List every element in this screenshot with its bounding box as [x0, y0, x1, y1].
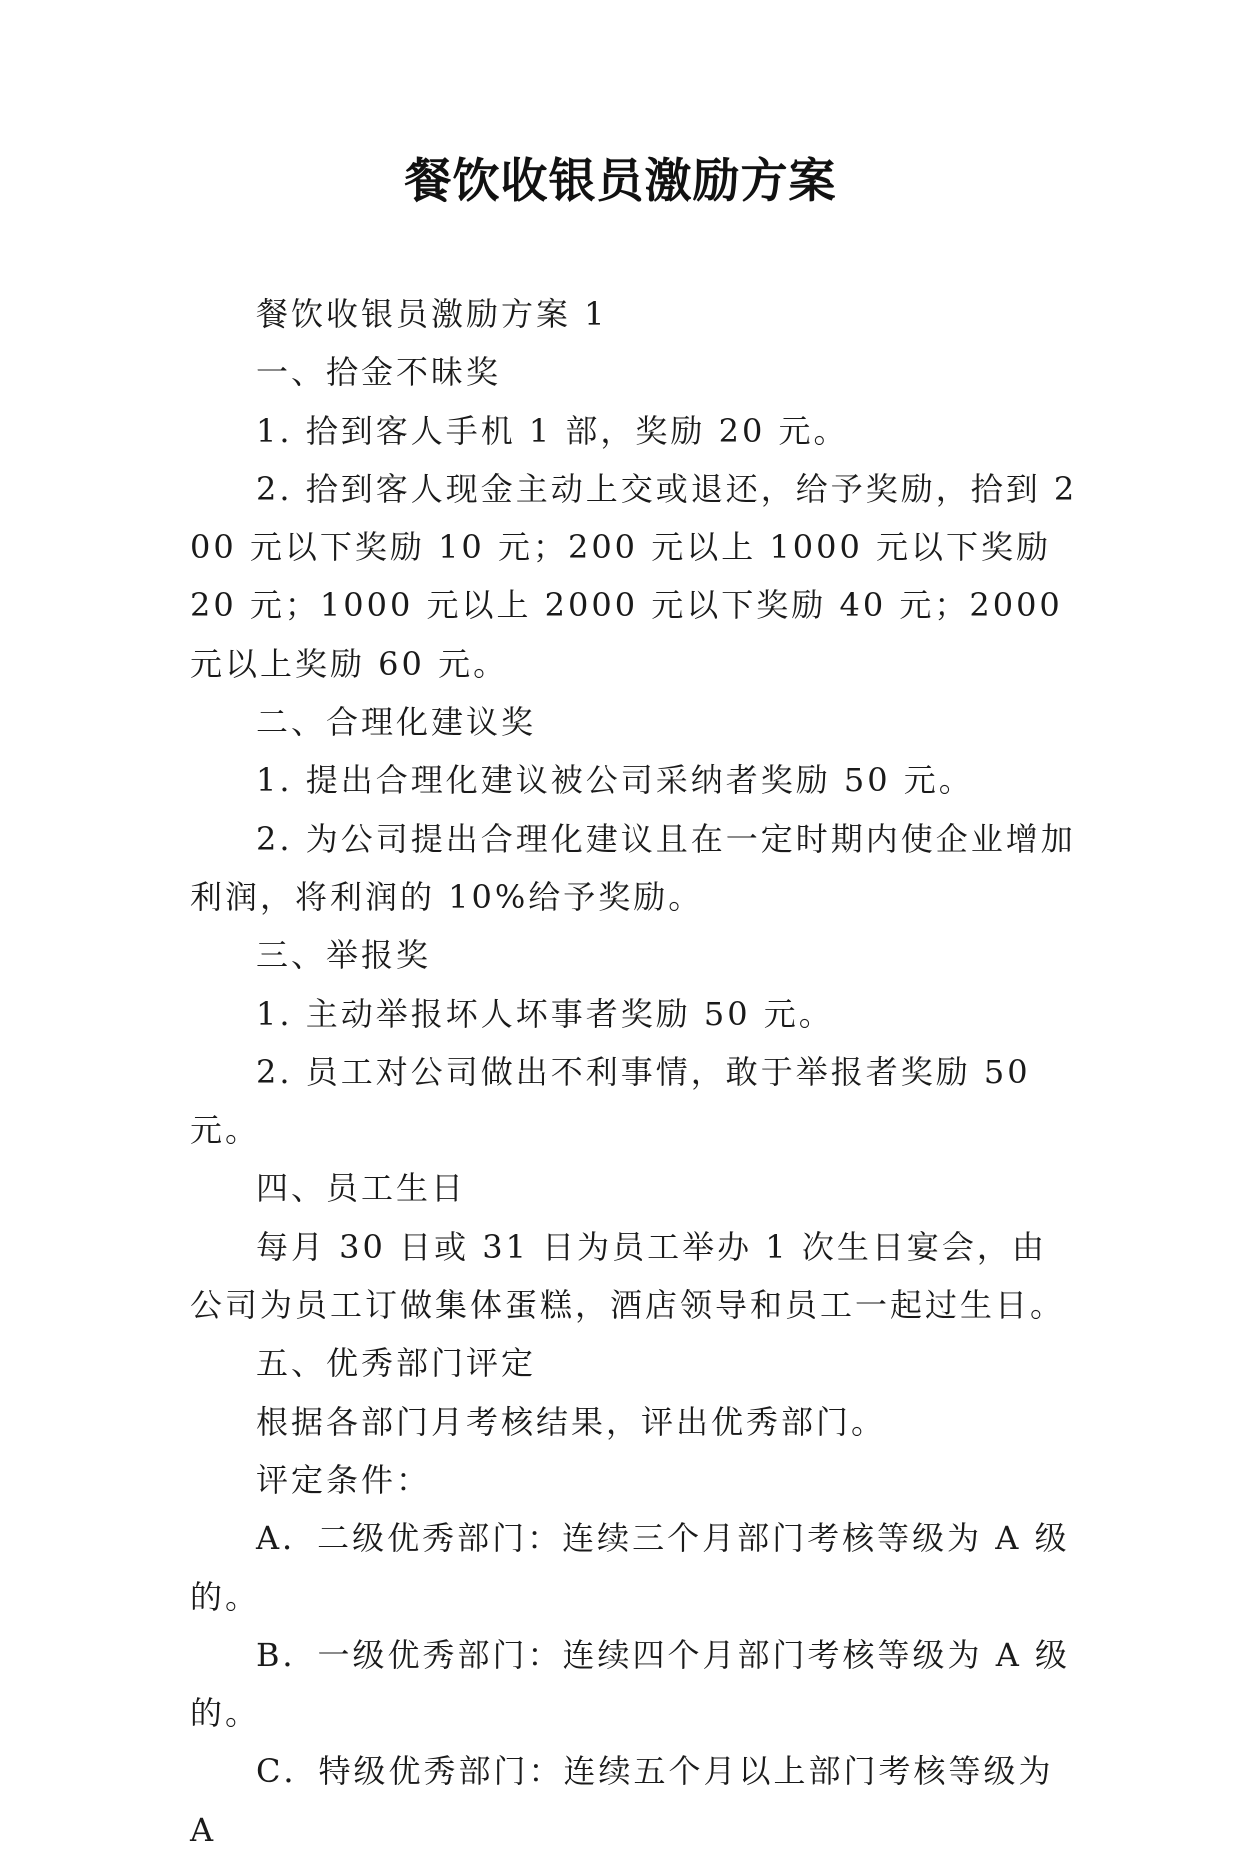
paragraph-condition-b: B．一级优秀部门：连续四个月部门考核等级为 A 级的。 — [190, 1635, 1070, 1733]
section-heading-report-award: 三、举报奖 — [256, 936, 432, 975]
section-heading-plan-1: 餐饮收银员激励方案 1 — [256, 295, 608, 333]
section-heading-honesty-award: 一、拾金不昧奖 — [256, 353, 502, 392]
paragraph-honesty-item-2: 2. 拾到客人现金主动上交或退还，给予奖励，拾到 200 元以下奖励 10 元；200 元以上 1000 元以下奖励 20 元；1000 元以上 2000 元以下奖励 40 元；2000 元以上奖励 60 元。 — [190, 469, 1078, 683]
section-heading-suggestion-award: 二、合理化建议奖 — [256, 703, 537, 742]
section-heading-birthday: 四、员工生日 — [256, 1169, 467, 1208]
paragraph-condition-c: C．特级优秀部门：连续五个月以上部门考核等级为 A — [190, 1752, 1054, 1849]
paragraph-department-rating: 根据各部门月考核结果，评出优秀部门。 — [256, 1402, 887, 1441]
paragraph-honesty-item-1: 1. 拾到客人手机 1 部，奖励 20 元。 — [256, 411, 849, 450]
paragraph-suggestion-item-1: 1. 提出合理化建议被公司采纳者奖励 50 元。 — [256, 761, 974, 800]
paragraph-rating-conditions: 评定条件： — [256, 1460, 432, 1499]
paragraph-report-item-1: 1. 主动举报坏人坏事者奖励 50 元。 — [256, 994, 834, 1033]
section-heading-department-rating: 五、优秀部门评定 — [256, 1344, 537, 1383]
paragraph-condition-a: A．二级优秀部门：连续三个月部门考核等级为 A 级的。 — [190, 1519, 1070, 1616]
document-title: 餐饮收银员激励方案 — [404, 154, 837, 209]
paragraph-report-item-2: 2. 员工对公司做出不利事情，敢于举报者奖励 50 元。 — [190, 1052, 1031, 1150]
paragraph-suggestion-item-2: 2. 为公司提出合理化建议且在一定时期内使企业增加利润，将利润的 10%给予奖励。 — [190, 819, 1076, 916]
document-body — [190, 285, 1080, 1859]
paragraph-birthday: 每月 30 日或 31 日为员工举办 1 次生日宴会，由公司为员工订做集体蛋糕，酒店领导和员工一起过生日。 — [190, 1227, 1066, 1325]
